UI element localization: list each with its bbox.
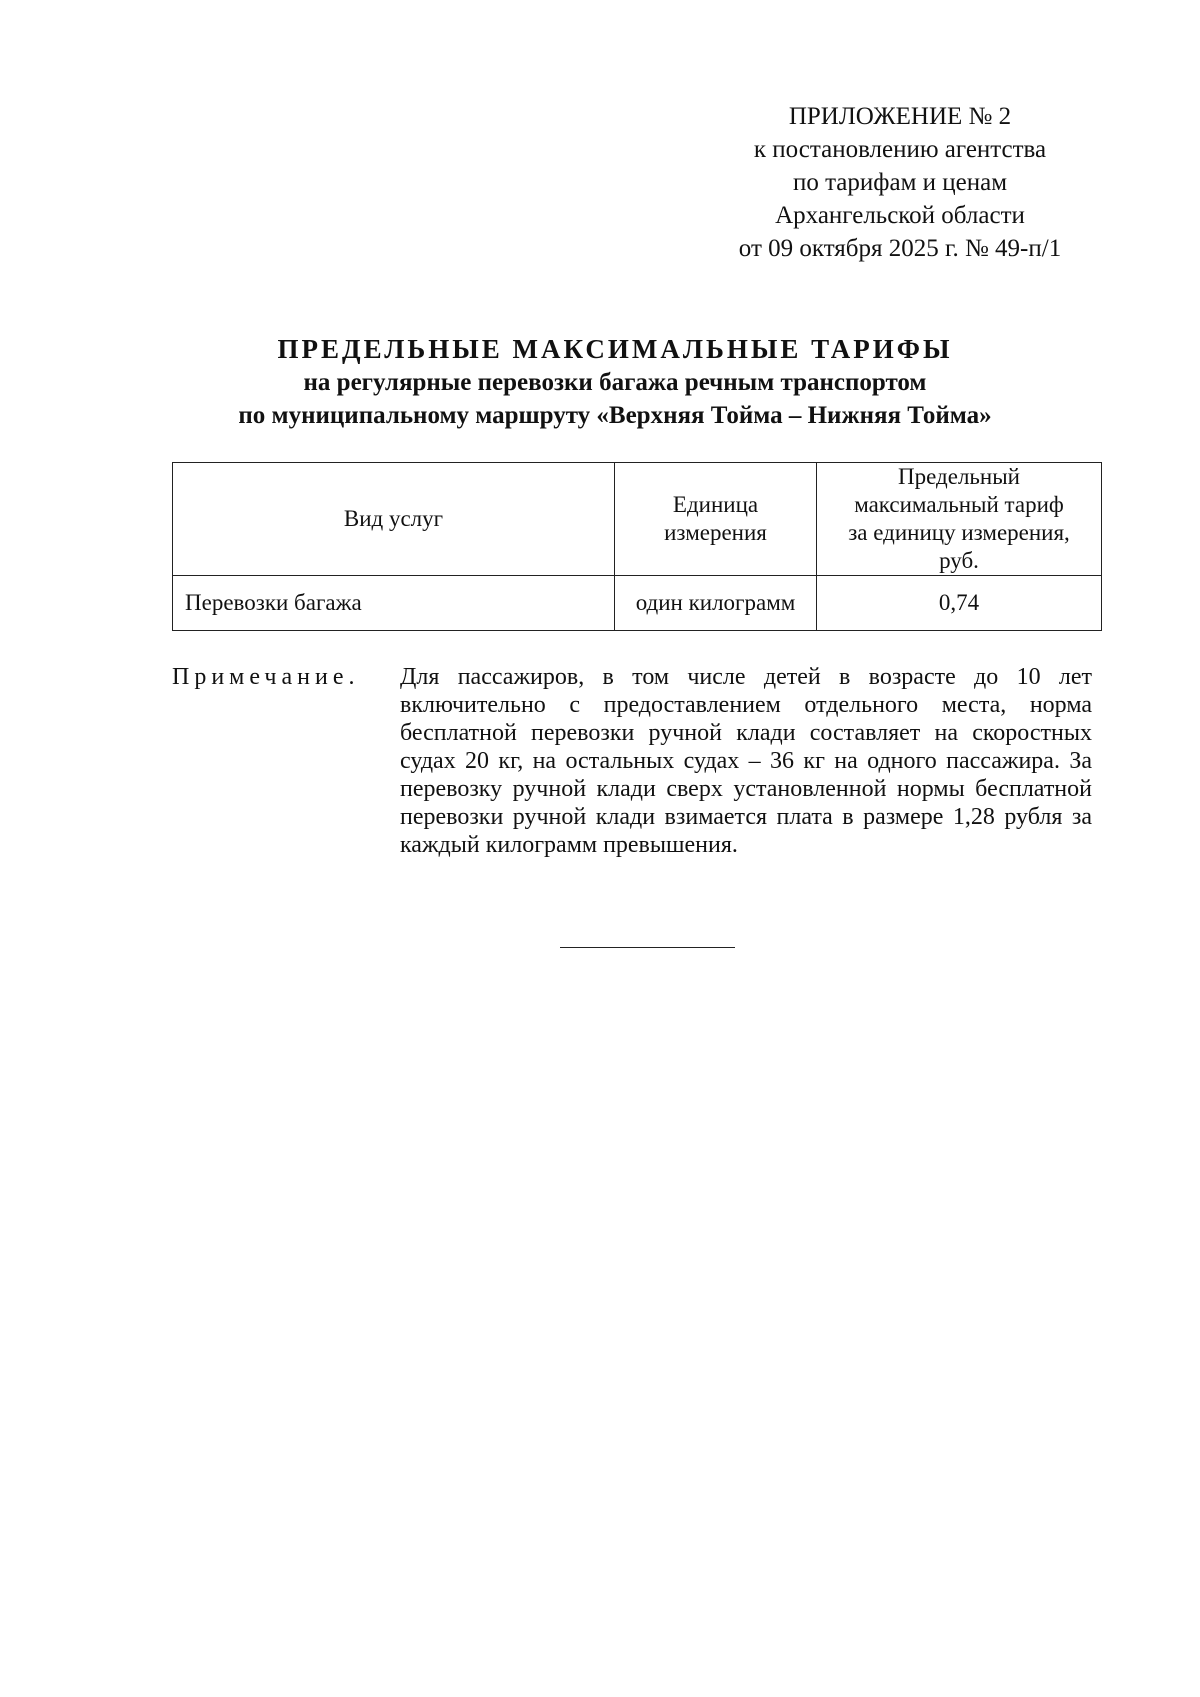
annex-reference-line: к постановлению агентства [753,136,1047,163]
annex-header [680,100,1120,265]
table-header-row [173,463,1102,576]
cell-price: 0,74 [817,576,1102,631]
title-subtitle-1: на регулярные перевозки багажа речным транспортом [303,369,927,396]
title-subtitle-2: по муниципальному маршруту «Верхняя Тойма – Нижняя Тойма» [238,402,992,429]
cell-service: Перевозки багажа [173,576,615,631]
annex-date-line: от 09 октября 2025 г. № 49-п/1 [738,235,1062,262]
document-title [150,332,1080,432]
header-service: Вид услуг [173,463,615,576]
header-unit: Единица измерения [615,463,817,576]
tariff-table [172,462,1102,631]
title-main: ПРЕДЕЛЬНЫЕ МАКСИМАЛЬНЫЕ ТАРИФЫ [277,334,953,364]
annex-number: ПРИЛОЖЕНИЕ № 2 [788,103,1012,130]
end-separator-line [560,947,735,948]
annex-region-line: Архангельской области [775,202,1025,229]
note-text: Для пассажиров, в том числе детей в возрасте до 10 лет включительно с предоставлением отдельного места, норма бесплатной перевозки ручной клади составляет на скоростных судах 20 кг, на остальных судах – 36 кг на одного пассажира. За перевозку ручной клади сверх установленной нормы бесплатной перевозки ручной клади взимается плата в размере 1,28 рубля за каждый килограмм превышения. [400,664,1092,858]
cell-unit: один килограмм [615,576,817,631]
table-row [173,576,1102,631]
annex-agency-line: по тарифам и ценам [792,169,1008,196]
note-label: Примечание. [172,664,360,690]
header-tariff: Предельный максимальный тариф за единицу измерения, руб. [817,463,1102,576]
